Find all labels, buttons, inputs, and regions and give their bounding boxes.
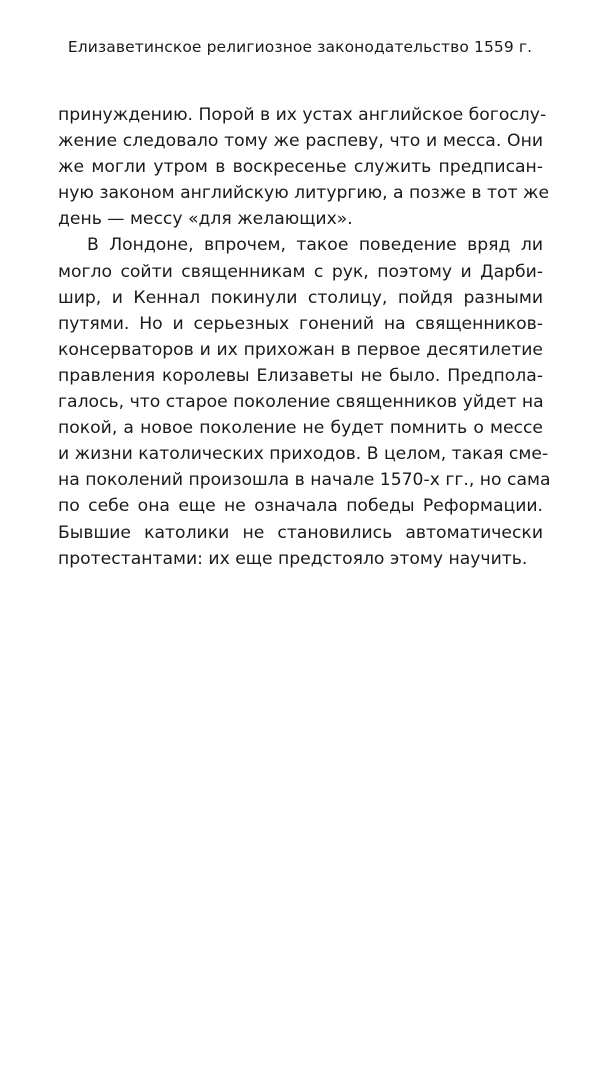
text-line: день — мессу «для желающих».: [58, 209, 353, 230]
body-text: [58, 102, 551, 572]
text-line: же могли утром в воскресенье служить предписан-: [58, 157, 543, 178]
text-line: жение следовало тому же распеву, что и месса. Они: [58, 131, 543, 152]
text-line: В Лондоне, впрочем, такое поведение вряд ли: [87, 235, 543, 256]
paragraph: [58, 232, 551, 571]
text-line: консерваторов и их прихожан в первое десятилетие: [58, 339, 543, 360]
text-line: путями. Но и серьезных гонений на священников-: [58, 313, 543, 334]
running-head: Елизаветинское религиозное законодательство 1559 г.: [67, 38, 533, 56]
text-line: шир, и Кеннал покинули столицу, пойдя разными: [58, 287, 543, 308]
paragraph: [58, 102, 550, 232]
text-line: по себе она еще не означала победы Реформации.: [58, 496, 543, 517]
text-line: ную законом английскую литургию, а позже в тот же: [58, 183, 550, 204]
text-line: принуждению. Порой в их устах английское богослу-: [58, 105, 547, 125]
text-line: могло сойти священникам с рук, поэтому и Дарби-: [58, 261, 543, 282]
text-line: протестантами: их еще предстояло этому научить.: [58, 548, 528, 569]
text-line: Бывшие католики не становились автоматически: [58, 522, 543, 543]
text-line: покой, а новое поколение не будет помнить о мессе: [58, 418, 543, 439]
text-line: правления королевы Елизаветы не было. Предпола-: [58, 365, 543, 386]
text-line: галось, что старое поколение священников уйдет на: [58, 392, 544, 413]
text-line: на поколений произошла в начале 1570-х гг., но сама: [58, 470, 551, 491]
text-line: и жизни католических приходов. В целом, такая сме-: [58, 444, 549, 465]
